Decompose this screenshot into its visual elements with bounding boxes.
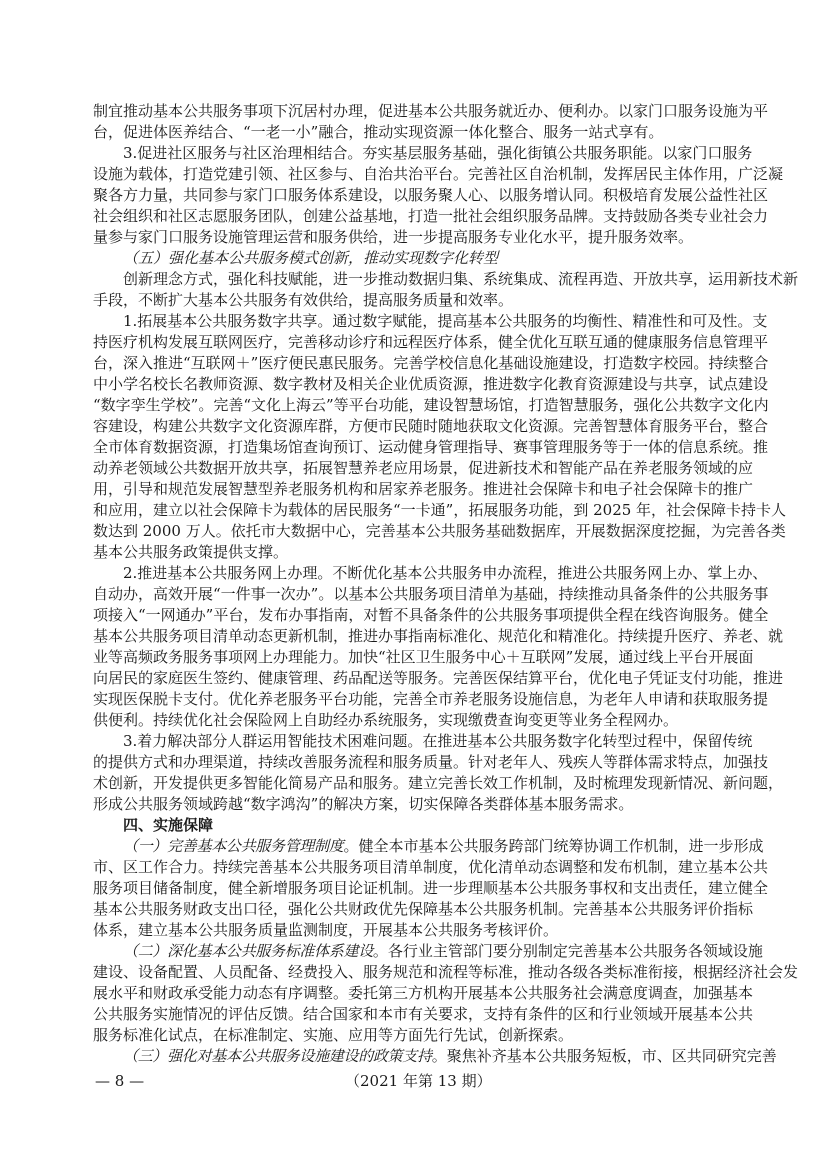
text-line bbox=[93, 437, 769, 458]
line-text: 全市体育数据资源，打造集场馆查询预订、运动健身管理指导、赛事管理服务等于一体的信息系统。推 bbox=[93, 438, 769, 456]
text-line bbox=[93, 710, 738, 731]
text-line bbox=[93, 542, 738, 563]
text-line bbox=[93, 983, 754, 1004]
line-text: 四、实施保障 bbox=[123, 816, 214, 834]
line-text: “数字孪生学校”。完善“文化上海云”等平台功能，建设智慧场馆，打造智慧服务，强化公共数字文化内 bbox=[93, 396, 769, 414]
line-text: 体系，建立基本公共服务质量监测制度，开展基本公共服务考核评价。 bbox=[93, 921, 559, 939]
line-text: 自动办，高效开展“一件事一次办”。以基本公共服务项目清单为基础，持续推动具备条件的公共服务事 bbox=[93, 585, 769, 603]
text-line bbox=[93, 332, 769, 353]
line-text: 实现医保脱卡支付。优化养老服务平台功能，完善全市养老服务设施信息，为老年人申请和获取服务提 bbox=[93, 690, 769, 708]
text-line bbox=[93, 899, 754, 920]
text-line bbox=[93, 227, 738, 248]
subsection-heading bbox=[93, 248, 738, 269]
text-line bbox=[93, 857, 769, 878]
text-line bbox=[93, 416, 769, 437]
line-text: 3.促进社区服务与社区治理相结合。夯实基层服务基础，强化街镇公共服务职能。以家门口服务 bbox=[123, 144, 753, 162]
line-text: 供便利。持续优化社会保险网上自助经办系统服务，实现缴费查询变更等业务全程网办。 bbox=[93, 711, 679, 729]
line-text: 公共服务实施情况的评估反馈。结合国家和本市有关要求，支持有条件的区和行业领域开展基本公共 bbox=[93, 1005, 754, 1023]
text-line bbox=[93, 731, 753, 752]
document-body bbox=[93, 101, 799, 1067]
line-text: 。健全本市基本公共服务跨部门统筹协调工作机制，进一步形成 bbox=[343, 837, 764, 855]
text-line bbox=[93, 962, 799, 983]
line-text: 台，促进体医养结合、“一老一小”融合，推动实现资源一体化整合、服务一站式享有。 bbox=[93, 123, 664, 141]
subsection-lead: （三）强化对基本公共服务设施建设的政策支持 bbox=[123, 1047, 432, 1065]
section-heading bbox=[93, 815, 738, 836]
text-line bbox=[93, 626, 784, 647]
line-text: 术创新，开发提供更多智能化简易产品和服务。建立完善长效工作机制，及时梳理发现新情况、新问题， bbox=[93, 774, 784, 792]
text-line bbox=[93, 500, 787, 521]
line-text: 量参与家门口服务设施管理运营和服务供给，进一步提高服务专业化水平，提升服务效率。 bbox=[93, 228, 694, 246]
text-line bbox=[93, 920, 738, 941]
subsection-lead: （二）深化基本公共服务标准体系建设 bbox=[123, 942, 373, 960]
line-text: 建设、设备配置、人员配备、经费投入、服务规范和流程等标准，推动各级各类标准衔接，根据经济社会发 bbox=[93, 963, 799, 981]
text-line bbox=[93, 689, 769, 710]
text-line bbox=[93, 794, 738, 815]
line-text: 3.着力解决部分人群运用智能技术困难问题。在推进基本公共服务数字化转型过程中，保留传统 bbox=[123, 732, 753, 750]
line-text: 展水平和财政承受能力动态有序调整。委托第三方机构开展基本公共服务社会满意度调查，加强基本 bbox=[93, 984, 754, 1002]
line-text: 中小学名校长名教师资源、数字教材及相关企业优质资源，推进数字化教育资源建设与共享，试点建设 bbox=[93, 375, 769, 393]
line-text: 台，深入推进“互联网＋”医疗便民惠民服务。完善学校信息化基础设施建设，打造数字校园。持续整合 bbox=[93, 354, 769, 372]
text-line bbox=[93, 878, 769, 899]
text-line bbox=[93, 563, 768, 584]
text-line bbox=[93, 773, 784, 794]
text-line bbox=[93, 353, 769, 374]
text-line bbox=[93, 668, 784, 689]
line-text: 基本公共服务财政支出口径，强化公共财政优先保障基本公共服务机制。完善基本公共服务评价指标 bbox=[93, 900, 754, 918]
text-line bbox=[93, 311, 768, 332]
text-line bbox=[93, 290, 738, 311]
subsection-lead: （一）完善基本公共服务管理制度 bbox=[123, 837, 344, 855]
page-number: — 8 — bbox=[95, 1072, 145, 1090]
text-line bbox=[93, 479, 754, 500]
page-footer bbox=[95, 1071, 740, 1091]
text-line bbox=[93, 521, 786, 542]
line-text: 动养老领域公共数据开放共享，拓展智慧养老应用场景，促进新技术和智能产品在养老服务领域的应 bbox=[93, 459, 754, 477]
text-line bbox=[93, 584, 769, 605]
issue-label: （2021 年第 13 期） bbox=[345, 1072, 492, 1090]
text-line bbox=[93, 941, 763, 962]
line-text: 设施为载体，打造党建引领、社区参与、自治共治平台。完善社区自治机制，发挥居民主体作用，广泛凝 bbox=[93, 165, 784, 183]
text-line bbox=[93, 836, 764, 857]
line-text: 用，引导和规范发展智慧型养老服务机构和居家养老服务。推进社会保障卡和电子社会保障卡的推广 bbox=[93, 480, 754, 498]
line-text: 1.拓展基本公共服务数字共享。通过数字赋能，提高基本公共服务的均衡性、精准性和可及性。支 bbox=[123, 312, 768, 330]
text-line bbox=[93, 269, 799, 290]
text-line bbox=[93, 206, 769, 227]
line-text: 手段，不断扩大基本公共服务有效供给，提高服务质量和效率。 bbox=[93, 291, 514, 309]
text-line bbox=[93, 1004, 754, 1025]
line-text: （五）强化基本公共服务模式创新，推动实现数字化转型 bbox=[123, 249, 499, 267]
line-text: 向居民的家庭医生签约、健康管理、药品配送等服务。完善医保结算平台，优化电子凭证支付功能，推进 bbox=[93, 669, 784, 687]
text-line bbox=[93, 143, 753, 164]
line-text: 数达到 2000 万人。依托市大数据中心，完善基本公共服务基础数据库，开展数据深度挖掘，为完善各类 bbox=[93, 522, 786, 540]
line-text: 基本公共服务政策提供支撑。 bbox=[93, 543, 289, 561]
line-text: 持医疗机构发展互联网医疗，完善移动诊疗和远程医疗体系，健全优化互联互通的健康服务信息管理平 bbox=[93, 333, 769, 351]
text-line bbox=[93, 185, 769, 206]
line-text: 项接入“一网通办”平台，发布办事指南，对暂不具备条件的公共服务事项提供全程在线咨询服务。健全 bbox=[93, 606, 769, 624]
line-text: 和应用，建立以社会保障卡为载体的居民服务“一卡通”，拓展服务功能，到 2025 年，社会保障卡持卡人 bbox=[93, 501, 787, 519]
text-line bbox=[93, 374, 769, 395]
text-line bbox=[93, 164, 784, 185]
line-text: 2.推进基本公共服务网上办理。不断优化基本公共服务申办流程，推进公共服务网上办、掌上办、 bbox=[123, 564, 768, 582]
line-text: 容建设，构建公共数字文化资源库群，方便市民随时随地获取文化资源。完善智慧体育服务平台，整合 bbox=[93, 417, 769, 435]
line-text: 的提供方式和办理渠道，持续改善服务流程和服务质量。针对老年人、残疾人等群体需求特点，加强技 bbox=[93, 753, 769, 771]
line-text: 服务标准化试点，在标准制定、实施、应用等方面先行先试，创新探索。 bbox=[93, 1026, 574, 1044]
text-line bbox=[93, 1025, 738, 1046]
text-line bbox=[93, 395, 769, 416]
line-text: 聚各方力量，共同参与家门口服务体系建设，以服务聚人心、以服务增认同。积极培育发展公益性社区 bbox=[93, 186, 769, 204]
line-text: 服务项目储备制度，健全新增服务项目论证机制。进一步理顺基本公共服务事权和支出责任，建立健全 bbox=[93, 879, 769, 897]
text-line bbox=[93, 122, 738, 143]
line-text: 。各行业主管部门要分别制定完善基本公共服务各领域设施 bbox=[372, 942, 763, 960]
text-line bbox=[93, 1046, 777, 1067]
line-text: 业等高频政务服务事项网上办理能力。加快“社区卫生服务中心＋互联网”发展，通过线上平台开展面 bbox=[93, 648, 754, 666]
line-text: 基本公共服务项目清单动态更新机制，推进办事指南标准化、规范化和精准化。持续提升医疗、养老、就 bbox=[93, 627, 784, 645]
line-text: 创新理念方式，强化科技赋能，进一步推动数据归集、系统集成、流程再造、开放共享，运用新技术新 bbox=[123, 270, 799, 288]
line-text: 市、区工作合力。持续完善基本公共服务项目清单制度，优化清单动态调整和发布机制，建立基本公共 bbox=[93, 858, 769, 876]
line-text: 形成公共服务领域跨越“数字鸿沟”的解决方案，切实保障各类群体基本服务需求。 bbox=[93, 795, 634, 813]
text-line bbox=[93, 752, 769, 773]
text-line bbox=[93, 605, 769, 626]
text-line bbox=[93, 458, 754, 479]
line-text: 制宜推动基本公共服务事项下沉居村办理，促进基本公共服务就近办、便利办。以家门口服务设施为平 bbox=[93, 102, 769, 120]
text-line bbox=[93, 647, 754, 668]
line-text: 社会组织和社区志愿服务团队，创建公益基地，打造一批社会组织服务品牌。支持鼓励各类专业社会力 bbox=[93, 207, 769, 225]
text-line bbox=[93, 101, 769, 122]
line-text: 。聚焦补齐基本公共服务短板，市、区共同研究完善 bbox=[431, 1047, 777, 1065]
